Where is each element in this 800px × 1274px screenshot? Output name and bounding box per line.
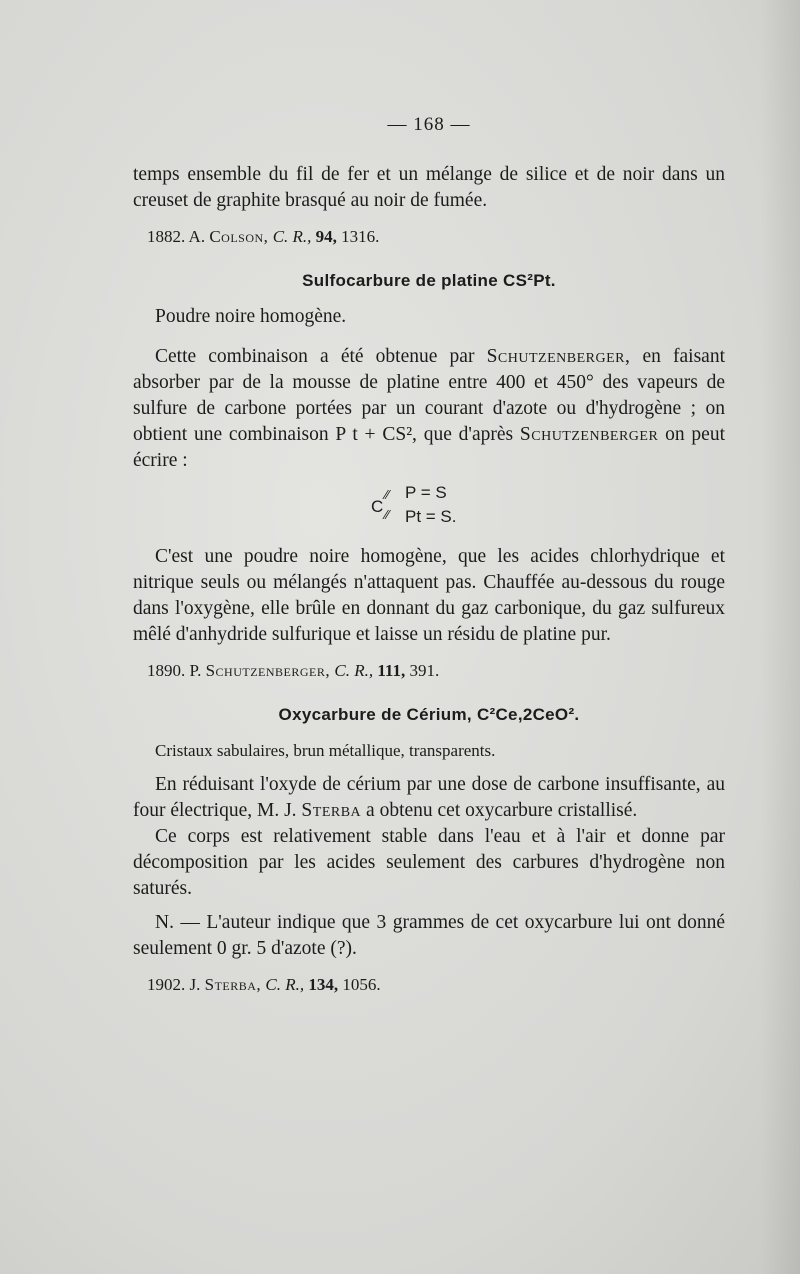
ref-year: 1890. P. — [147, 661, 202, 680]
reference-colson — [147, 224, 725, 250]
author-name: Sterba — [301, 800, 362, 821]
page-content — [133, 112, 725, 998]
page-number: — 168 — — [387, 114, 471, 135]
para-text: on peut écrire : — [133, 424, 726, 471]
para-text: En réduisant l'oxyde de cérium par une dose de carbone insuffisante, au four électrique, M. J. — [133, 774, 725, 821]
ref-journal: C. R., — [334, 661, 374, 680]
description-oxycarbure: Cristaux sabulaires, brun métallique, transparents. — [155, 741, 496, 760]
chemical-formula — [133, 480, 725, 530]
ref-year: 1882. A. — [147, 227, 206, 246]
ref-author: Schutzenberger, — [205, 661, 331, 680]
paragraph-preparation — [133, 344, 725, 474]
author-name: Schutzenberger — [519, 424, 659, 445]
paragraph-stability: Ce corps est relativement stable dans l'eau et à l'air et donne par décomposition par les acides seulement des carbures d'hydrogène non saturés. — [133, 826, 725, 899]
formula-bond-bottom: ⁄⁄ — [385, 507, 390, 522]
paragraph-note: N. — L'auteur indique que 3 grammes de cet oxycarbure lui ont donné seulement 0 gr. 5 d'azote (?). — [133, 912, 725, 959]
ref-journal: C. R., — [272, 227, 312, 246]
ref-author: Sterba, — [204, 975, 262, 994]
reference-sterba — [147, 972, 725, 998]
ref-page: 1056. — [342, 975, 381, 994]
author-name: Schutzenberger, — [486, 346, 631, 367]
ref-journal: C. R., — [265, 975, 305, 994]
formula-bottom-group: Pt = S. — [405, 507, 457, 526]
description-sulfocarbure: Poudre noire homogène. — [155, 306, 347, 327]
para-text: Cette combinaison a été obtenue par — [155, 346, 475, 367]
reference-schutzenberger — [147, 658, 725, 684]
paragraph-properties: C'est une poudre noire homogène, que les acides chlorhydrique et nitrique seuls ou mélangés n'attaquent pas. Chauffée au-dessous du rouge dans l'oxygène, elle brûle en donnant du gaz carbonique, du gaz sulfureux mêlé d'anhydride sulfurique et laisse un résidu de platine pur. — [133, 546, 725, 645]
paragraph-continuation: temps ensemble du fil de fer et un mélange de silice et de noir dans un creuset de graphite brasqué au noir de fumée. — [133, 164, 725, 211]
section-heading-sulfocarbure: Sulfocarbure de platine CS²Pt. — [302, 271, 556, 290]
paragraph-reduction — [133, 772, 725, 824]
page-fold-shadow — [760, 0, 800, 1274]
para-text: en faisant absorber par de la mousse de platine entre 400 et 450° des vapeurs de sulfure de carbone portées par un courant d'azote ou d'hydrogène ; on obtient une combinaison P t + CS², que d'après — [133, 346, 725, 445]
para-text: a obtenu cet oxycarbure cristallisé. — [366, 800, 638, 821]
ref-page: 391. — [409, 661, 440, 680]
ref-volume: 111, — [377, 661, 406, 680]
formula-carbon: C — [371, 497, 384, 516]
formula-bond-top: ⁄⁄ — [385, 487, 390, 502]
ref-page: 1316. — [341, 227, 380, 246]
ref-year: 1902. J. — [147, 975, 201, 994]
ref-volume: 134, — [308, 975, 339, 994]
section-heading-oxycarbure: Oxycarbure de Cérium, C²Ce,2CeO². — [278, 705, 580, 724]
ref-author: Colson, — [209, 227, 269, 246]
formula-top-group: P = S — [405, 483, 447, 502]
ref-volume: 94, — [315, 227, 337, 246]
